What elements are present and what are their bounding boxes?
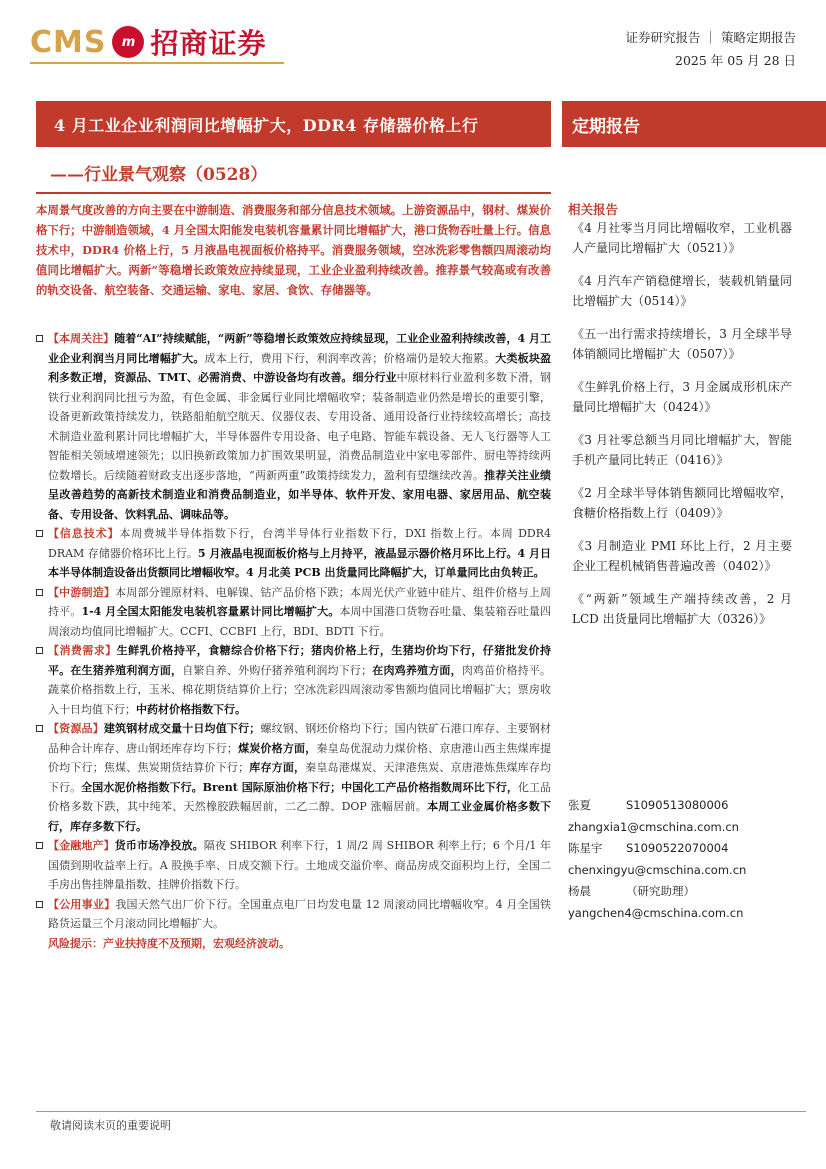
checkbox-bullet-icon xyxy=(36,725,43,732)
analyst-email[interactable]: yangchen4@cmschina.com.cn xyxy=(568,905,744,920)
section-text: 螺纹钢、钢坯价格均下行；国内铁矿石港口库存、主要钢材品种合计库存、唐山钢坯库存均下行； xyxy=(48,722,552,755)
logo-mark-icon: m xyxy=(112,26,144,58)
summary-paragraph: 本周景气度改善的方向主要在中游制造、消费服务和部分信息技术领域。上游资源品中，钢材、煤炭价格下行；中游制造领域，4 月全国太阳能发电装机容量累计同比增幅扩大，港口货物吞吐量上行。信息技术中，DDR4 价格上行，5 月液晶电视面板价格持平。消费服务领域，空冰洗彩零售额四周滚动均值同比增幅扩大。两新”等稳增长政策效应持续显现，工业企业盈利持续改善。推荐景气较高或有改善的轨交设备、航空装备、交通运输、家电、家居、食饮、存储器等。 xyxy=(36,203,551,297)
section-tag: 【中游制造】 xyxy=(48,585,116,599)
related-report-link[interactable]: 《五一出行需求持续增长，3 月全球半导体销额同比增幅扩大（0507）》 xyxy=(572,327,792,361)
section-text: 本周工业金属价格多数下行，库存多数下行。 xyxy=(48,800,552,833)
analyst-row xyxy=(568,795,808,817)
analyst-email[interactable]: chenxingyu@cmschina.com.cn xyxy=(568,862,747,877)
related-report-link[interactable]: 《“两新”领域生产端持续改善，2 月 LCD 出货量同比增幅扩大（0326）》 xyxy=(572,592,792,626)
section-item xyxy=(36,719,551,836)
section-text: 成本上行，费用下行，利润率改善；价格端仍是较大拖累。 xyxy=(204,351,496,365)
checkbox-bullet-icon xyxy=(36,842,43,849)
checkbox-bullet-icon xyxy=(36,530,43,537)
section-tag: 【信息技术】 xyxy=(48,527,120,540)
section-text: 本周部分锂原材料、电解镍、钴产品价格下跌；本周光伏产业链中硅片、组件价格与上周持平。 xyxy=(48,585,551,618)
section-tag: 【消费需求】 xyxy=(48,644,117,657)
section-text: 自繁自养、外购仔猪养殖利润均下行； xyxy=(182,663,373,677)
analyst-row xyxy=(568,903,808,925)
section-text: 随着“AI”持续赋能，“两新”等稳增长政策效应持续显现，工业企业盈利持续改善，4 月工业企业利润当月同比增幅扩大。 xyxy=(48,332,551,365)
section-text: 推荐关注业绩呈改善趋势的高新技术制造业和消费品制造业，如半导体、软件开发、家用电器、家居用品、航空装备、专用设备、饮料乳品、调味品等。 xyxy=(48,468,552,521)
section-text: 细分行业 xyxy=(352,371,397,384)
section-text: 本周费城半导体指数下行，台湾半导体行业指数下行，DXI 指数上行。本周 DDR4 DRAM 存储器价格环比上行。 xyxy=(48,527,552,560)
related-report-link[interactable]: 《4 月社零当月同比增幅收窄，工业机器人产量同比增幅扩大（0521）》 xyxy=(572,221,792,255)
report-type: 证券研究报告 ｜ 策略定期报告 xyxy=(625,30,796,45)
analyst-email[interactable]: zhangxia1@cmschina.com.cn xyxy=(568,819,739,834)
section-tag: 【金融地产】 xyxy=(48,839,115,852)
footer-divider xyxy=(36,1111,806,1112)
footer-note: 敬请阅读末页的重要说明 xyxy=(50,1119,171,1132)
section-tag: 【公用事业】 xyxy=(48,897,116,911)
title-divider xyxy=(36,192,551,194)
related-report-link[interactable]: 《2 月全球半导体销售额同比增幅收窄，食糖价格指数上行（0409）》 xyxy=(572,486,792,520)
section-text: 隔夜 SHIBOR 利率下行，1 周/2 周 SHIBOR 利率上行；6 个月/1 年国债到期收益率上行。A 股换手率、日成交额下行。土地成交溢价率、商品房成交面积均上行，全国二手房出售挂牌量指数、挂牌价指数下行。 xyxy=(48,839,552,891)
analyst-id: （研究助理） xyxy=(626,884,695,898)
section-item xyxy=(36,895,551,934)
section-item xyxy=(36,583,551,642)
checkbox-bullet-icon xyxy=(36,901,43,908)
section-text: 库存方面， xyxy=(249,761,306,774)
section-text: 肉鸡苗价格持平。蔬菜价格指数上行，玉米、棉花期货结算价上行；空冰洗彩四周滚动零售额均值同比增幅扩大；票房收入十日均值下行； xyxy=(48,663,552,716)
section-text: 秦皇岛港煤炭、天津港焦炭、京唐港炼焦煤库存均下行。 xyxy=(48,761,552,794)
section-tag: 【资源品】 xyxy=(48,722,104,735)
section-text: 我国天然气出厂价下行。全国重点电厂日均发电量 12 周滚动同比增幅收窄。4 月全国铁路货运量三个月滚动同比增幅扩大。 xyxy=(48,897,552,930)
section-text: 中药材价格指数下行。 xyxy=(136,702,246,716)
related-report-link[interactable]: 《3 月社零总额当月同比增幅扩大，智能手机产量同比转正（0416）》 xyxy=(572,433,792,467)
section-list xyxy=(36,329,551,953)
section-item xyxy=(36,641,551,719)
section-text: 在肉鸡养殖方面， xyxy=(372,663,462,677)
section-text: 本周中国港口货物吞吐量、集装箱吞吐量四周滚动均值同比增幅扩大。CCFI、CCBFI 上行，BDI、BDTI 下行。 xyxy=(48,605,552,638)
checkbox-bullet-icon xyxy=(36,335,43,342)
section-text: 建筑钢材成交量十日均值下行； xyxy=(103,722,261,735)
side-label: 定期报告 xyxy=(572,116,640,137)
section-text: 5 月液晶电视面板价格与上月持平，液晶显示器价格月环比上行。4 月日本半导体制造设备出货额同比增幅收窄。4 月北美 PCB 出货量同比降幅扩大，订单量同比由负转正。 xyxy=(48,546,552,579)
logo-text-cn: 招商证券 xyxy=(150,27,267,60)
title-banner xyxy=(36,101,551,147)
analyst-row xyxy=(568,881,808,903)
brand-logo xyxy=(30,22,267,62)
section-item xyxy=(36,524,551,583)
analyst-name: 张夏 xyxy=(568,798,591,812)
section-item xyxy=(36,329,551,524)
analyst-name: 陈星宇 xyxy=(568,841,603,855)
analyst-name: 杨晨 xyxy=(568,884,591,898)
logo-text-en: CMS xyxy=(30,24,107,60)
report-title: 4 月工业企业利润同比增幅扩大，DDR4 存储器价格上行 xyxy=(54,115,479,135)
section-text: 全国水泥价格指数下行。Brent 国际原油价格下行；中国化工产品价格指数周环比下行， xyxy=(81,780,518,794)
related-report-link[interactable]: 《生鲜乳价格上行，3 月金属成形机床产量同比增幅扩大（0424）》 xyxy=(572,380,792,414)
related-reports-list xyxy=(572,218,792,642)
analyst-row xyxy=(568,860,808,882)
related-reports-title: 相关报告 xyxy=(568,202,619,217)
analyst-contacts xyxy=(568,795,808,924)
report-subtitle: ——行业景气观察（0528） xyxy=(50,165,268,185)
checkbox-bullet-icon xyxy=(36,589,43,596)
section-text: 生鲜乳价格持平，食糖综合价格下行；猪肉价格上行，生猪均价均下行，仔猪批发价持平。在生猪养殖利润方面， xyxy=(48,644,552,677)
section-text: 大类板块盈利多数正增，资源品、TMT、必需消费、中游设备均有改善。 xyxy=(48,351,552,384)
report-date: 2025 年 05 月 28 日 xyxy=(675,53,796,68)
checkbox-bullet-icon xyxy=(36,647,43,654)
report-meta xyxy=(626,26,796,72)
analyst-id: S1090522070004 xyxy=(626,841,729,855)
analyst-id: S1090513080006 xyxy=(626,798,729,812)
related-report-link[interactable]: 《3 月制造业 PMI 环比上行，2 月主要企业工程机械销售普遍改善（0402）》 xyxy=(572,539,792,573)
section-text: 秦皇岛优混动力煤价格、京唐港山西主焦煤库提价均下行；焦煤、焦炭期货结算价下行； xyxy=(48,741,552,774)
section-text: 煤炭价格方面， xyxy=(237,741,317,755)
section-item xyxy=(36,836,551,895)
risk-warning: 风险提示：产业扶持度不及预期，宏观经济波动。 xyxy=(48,936,290,950)
section-text: 化工品价格多数下跌，其中纯苯、天然橡胶跌幅居前，二乙二醇、DOP 涨幅居前。 xyxy=(48,780,552,813)
related-report-link[interactable]: 《4 月汽车产销稳健增长，装载机销量同比增幅扩大（0514）》 xyxy=(572,274,792,308)
logo-underline xyxy=(30,62,284,64)
side-banner xyxy=(562,101,826,147)
section-text: 1-4 月全国太阳能发电装机容量累计同比增幅扩大。 xyxy=(81,605,340,618)
section-text: 货币市场净投放。 xyxy=(114,839,204,852)
analyst-row xyxy=(568,817,808,839)
section-text: 中原材料行业盈利多数下滑，钢铁行业利润同比扭亏为盈，有色金属、非金属行业同比增幅收窄；装备制造业仍然是增长的重要引擎，设备更新政策持续发力，铁路船舶航空航天、仪器仪表、专用设备、通用设备行业持续较高增长；高技术制造业盈利累计同比增幅扩大，半导体器件专用设备、电子电路、智能车载设备、无人飞行器等人工智能相关领域增速领先；以旧换新政策加力扩围效果明显，消费品制造业中家电零部件、厨电等持续两位数增长。后续随着财政支出逐步落地，“两新两重”政策持续发力，盈利有望继续改善。 xyxy=(48,371,552,482)
analyst-row xyxy=(568,838,808,860)
section-tag: 【本周关注】 xyxy=(48,332,115,345)
